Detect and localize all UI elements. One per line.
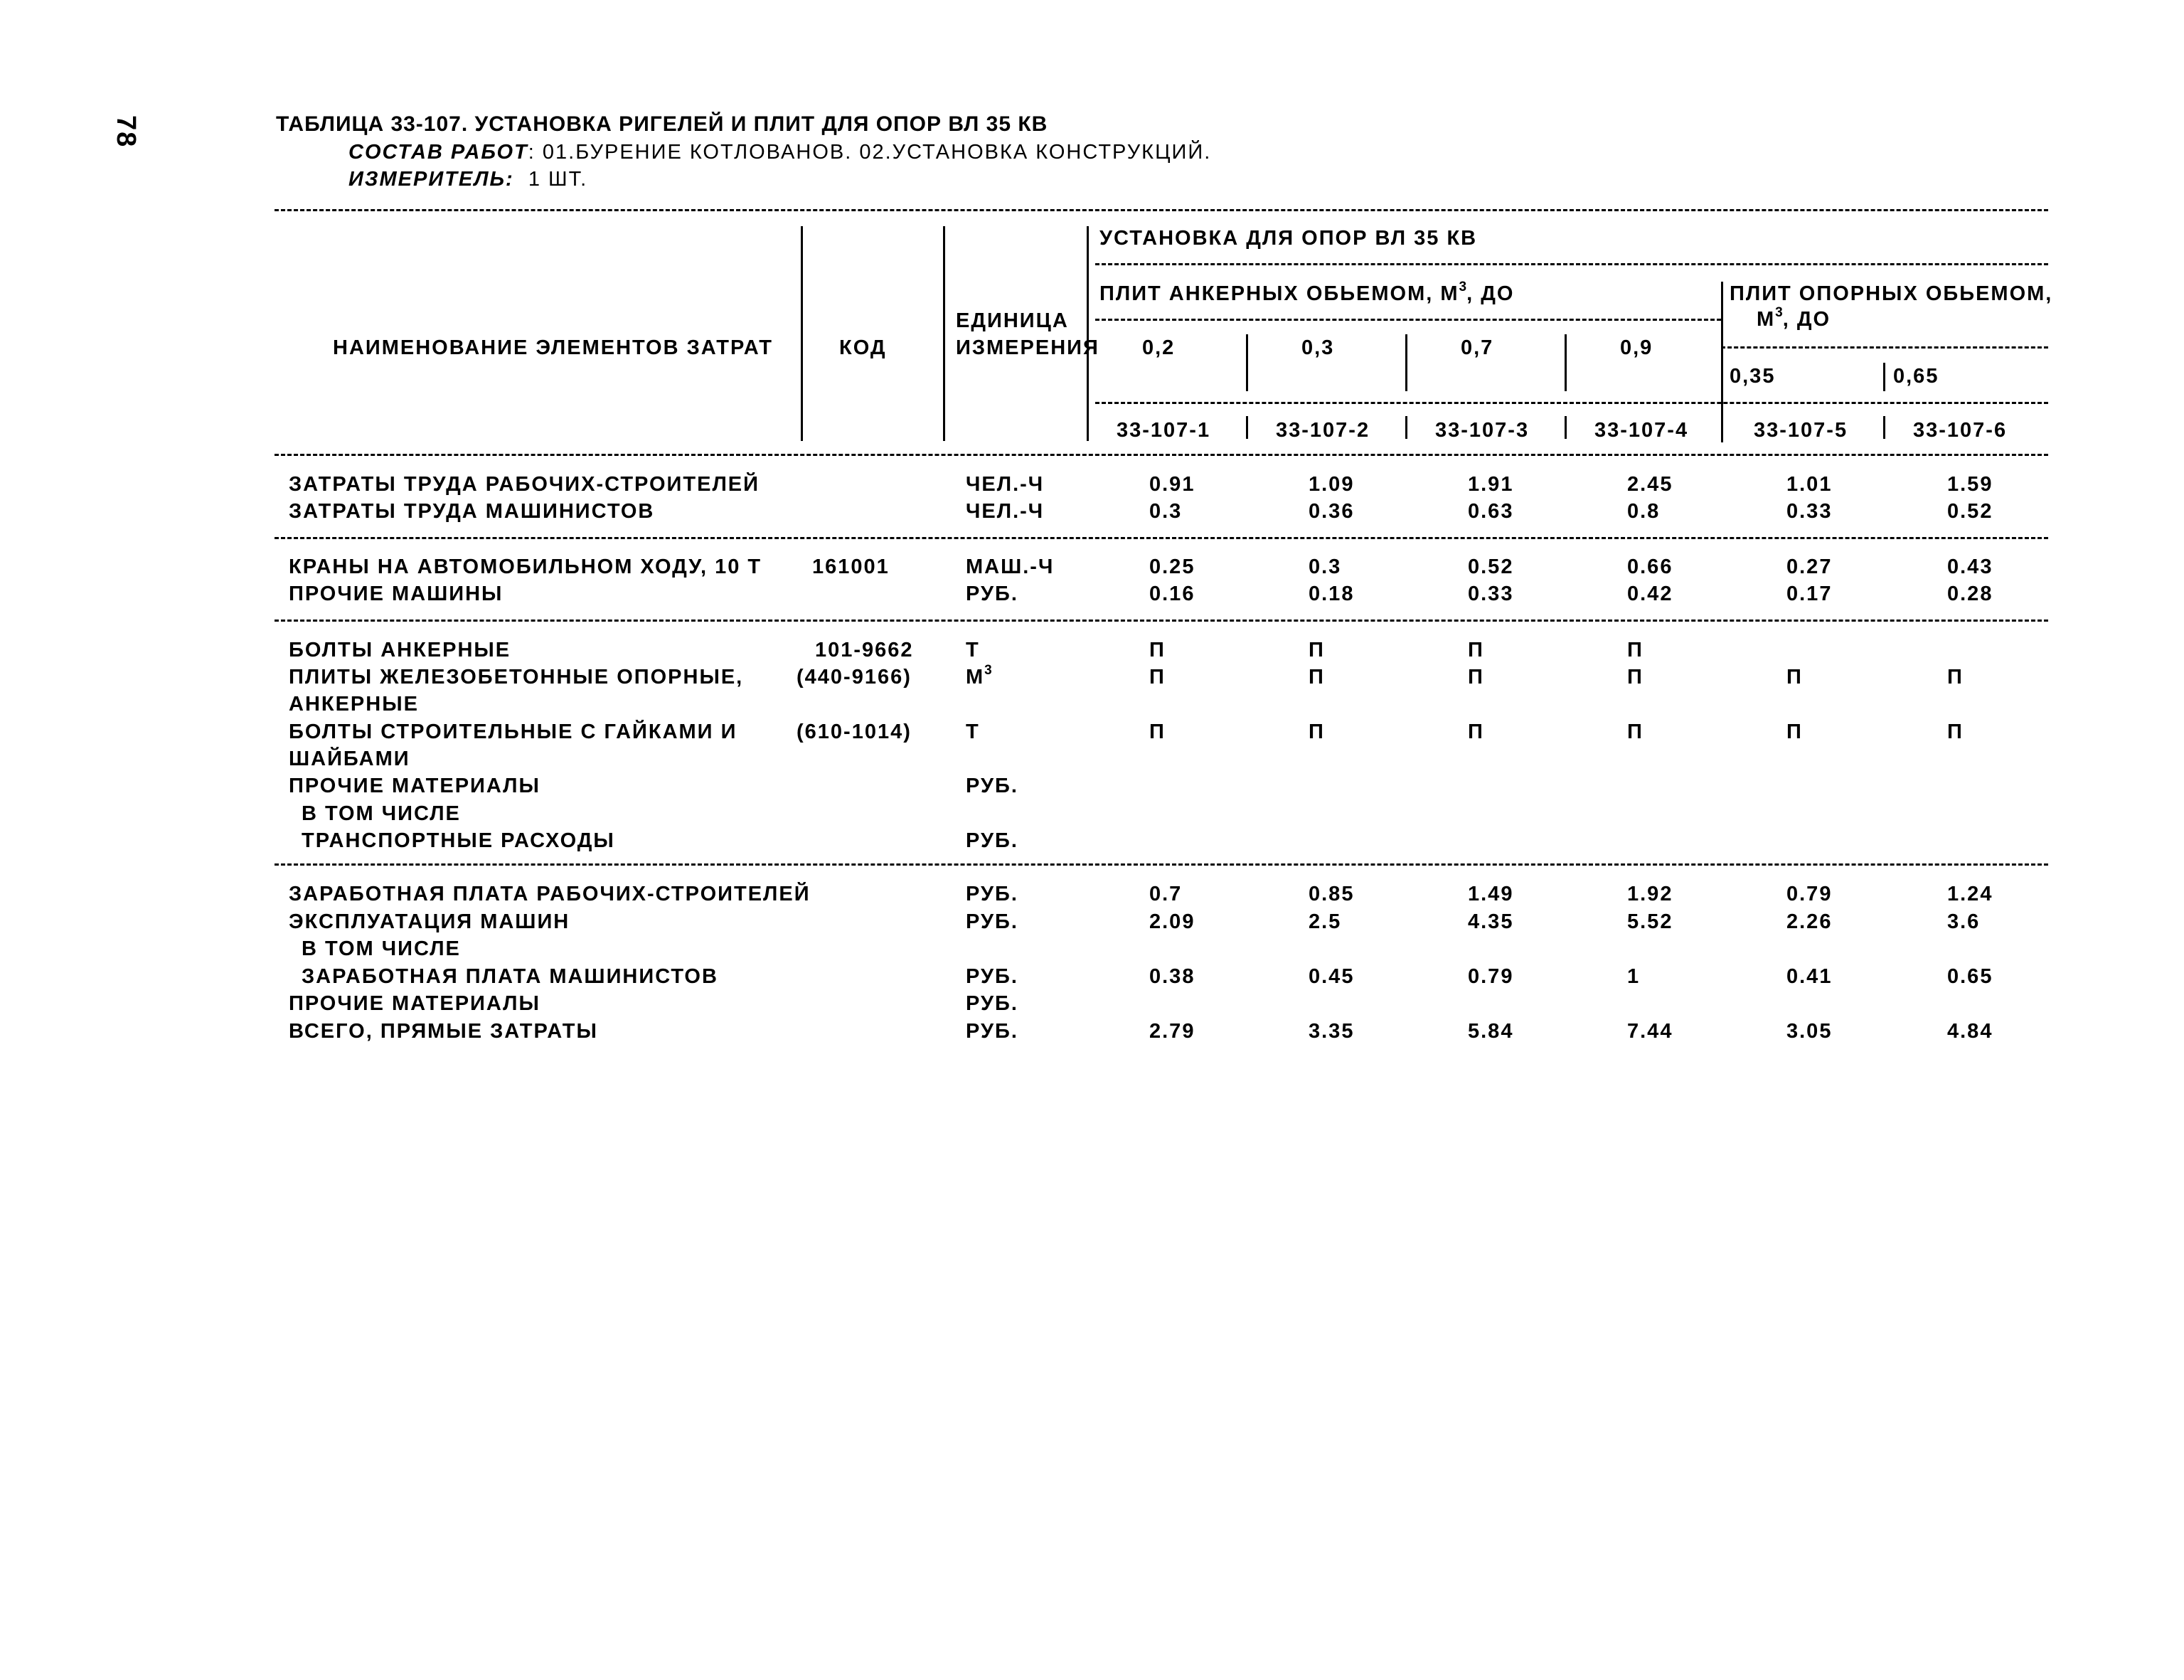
row-value-2: 3.35	[1309, 1020, 1355, 1043]
row-unit-text: ЧЕЛ.-Ч	[966, 500, 1045, 523]
rule-header-end	[275, 454, 2048, 456]
row-unit-text: Т	[966, 639, 980, 661]
row-value-2: П	[1309, 639, 1325, 661]
row-unit-text: РУБ.	[966, 992, 1018, 1015]
volume-5: 0,35	[1730, 365, 1776, 388]
row-value-1: 0.91	[1149, 473, 1195, 496]
row-unit	[966, 829, 1018, 853]
row-value-4: 1	[1627, 965, 1641, 988]
row-value-6: 3.6	[1947, 910, 1981, 933]
row-unit-text: РУБ.	[966, 910, 1018, 933]
row-unit-text: Т	[966, 721, 980, 743]
row-unit	[966, 910, 1018, 934]
row-name: ЗАРАБОТНАЯ ПЛАТА МАШИНИСТОВ	[302, 965, 718, 988]
row-value-3: 1.91	[1468, 473, 1514, 496]
row-name-cont: ШАЙБАМИ	[289, 748, 410, 770]
row-unit-text: РУБ.	[966, 883, 1018, 905]
row-value-5: П	[1786, 721, 1803, 743]
row-value-2: 0.3	[1309, 555, 1342, 578]
row-value-6: 0.28	[1947, 583, 1993, 605]
row-name: ВСЕГО, ПРЯМЫЕ ЗАТРАТЫ	[289, 1020, 598, 1043]
row-name: БОЛТЫ СТРОИТЕЛЬНЫЕ С ГАЙКАМИ И	[289, 721, 737, 743]
row-code: 161001	[812, 555, 890, 578]
row-value-5: 0.33	[1786, 500, 1833, 523]
composition-text: : 01.БУРЕНИЕ КОТЛОВАНОВ. 02.УСТАНОВКА КОНСТРУКЦИЙ.	[528, 141, 1212, 164]
row-code: (440-9166)	[797, 666, 912, 689]
row-value-1: 0.25	[1149, 555, 1195, 578]
row-value-3: 0.33	[1468, 583, 1514, 605]
row-value-1: 2.09	[1149, 910, 1195, 933]
row-value-1: 0.16	[1149, 583, 1195, 605]
row-unit-sup: 3	[984, 663, 992, 678]
row-value-6: 0.65	[1947, 965, 1993, 988]
row-unit	[966, 555, 1054, 579]
vbar-v4	[1721, 282, 1723, 442]
row-name-cont: АНКЕРНЫЕ	[289, 693, 419, 716]
row-value-3: 5.84	[1468, 1020, 1514, 1043]
vbar-c5	[1883, 416, 1885, 439]
vbar-v5	[1883, 363, 1885, 391]
row-value-4: 1.92	[1627, 883, 1673, 905]
row-value-4: 5.52	[1627, 910, 1673, 933]
row-name: ЗАТРАТЫ ТРУДА МАШИНИСТОВ	[289, 500, 655, 523]
row-unit-text: РУБ.	[966, 829, 1018, 852]
row-value-2: 0.85	[1309, 883, 1355, 905]
row-name: ПРОЧИЕ МАТЕРИАЛЫ	[289, 992, 540, 1015]
row-name: БОЛТЫ АНКЕРНЫЕ	[289, 639, 511, 661]
row-name: ЗАТРАТЫ ТРУДА РАБОЧИХ-СТРОИТЕЛЕЙ	[289, 473, 760, 496]
row-unit-text: ЧЕЛ.-Ч	[966, 473, 1045, 496]
vbar-code	[943, 226, 945, 441]
anchor-group-text: ПЛИТ АНКЕРНЫХ ОБЬЕМОМ, М	[1099, 282, 1459, 305]
row-value-5: 1.01	[1786, 473, 1833, 496]
row-value-3: 1.49	[1468, 883, 1514, 905]
row-value-4: П	[1627, 666, 1644, 689]
vbar-c1	[1246, 416, 1248, 439]
vbar-c2	[1405, 416, 1407, 439]
rule-sec1	[275, 537, 2048, 539]
row-value-5: 3.05	[1786, 1020, 1833, 1043]
row-name: В ТОМ ЧИСЛЕ	[302, 802, 461, 825]
row-value-3: 0.79	[1468, 965, 1514, 988]
row-value-4: 7.44	[1627, 1020, 1673, 1043]
row-value-6: 4.84	[1947, 1020, 1993, 1043]
row-name: ПЛИТЫ ЖЕЛЕЗОБЕТОННЫЕ ОПОРНЫЕ,	[289, 666, 744, 689]
rule-group	[1095, 263, 2048, 265]
row-value-5: 0.27	[1786, 555, 1833, 578]
header-unit-2: ИЗМЕРЕНИЯ	[956, 336, 1099, 359]
row-unit	[966, 638, 980, 662]
table-title: ТАБЛИЦА 33-107. УСТАНОВКА РИГЕЛЕЙ И ПЛИТ ДЛЯ ОПОР ВЛ 35 КВ	[276, 112, 1048, 136]
row-unit	[966, 499, 1044, 523]
row-value-1: 0.3	[1149, 500, 1183, 523]
row-name: В ТОМ ЧИСЛЕ	[302, 937, 461, 960]
header-name: НАИМЕНОВАНИЕ ЭЛЕМЕНТОВ ЗАТРАТ	[333, 336, 773, 359]
rate-code-5: 33-107-5	[1754, 419, 1848, 442]
row-code: (610-1014)	[797, 721, 912, 743]
vbar-v2	[1405, 334, 1407, 391]
row-value-6: 1.24	[1947, 883, 1993, 905]
rule-sec2	[275, 620, 2048, 622]
rate-code-4: 33-107-4	[1594, 419, 1689, 442]
header-anchor-group	[1099, 282, 1514, 309]
measure-value: 1 ШТ.	[528, 168, 588, 191]
anchor-group-end: , ДО	[1466, 282, 1515, 305]
vbar-c3	[1565, 416, 1567, 439]
volume-1: 0,2	[1142, 336, 1176, 359]
row-unit	[966, 964, 1018, 989]
row-value-3: П	[1468, 639, 1484, 661]
row-value-5: 0.17	[1786, 583, 1833, 605]
composition-line	[348, 140, 1211, 164]
row-unit	[966, 991, 1018, 1016]
row-name: КРАНЫ НА АВТОМОБИЛЬНОМ ХОДУ, 10 Т	[289, 555, 762, 578]
anchor-group-sup: 3	[1459, 280, 1467, 294]
row-name: ЗАРАБОТНАЯ ПЛАТА РАБОЧИХ-СТРОИТЕЛЕЙ	[289, 883, 811, 905]
row-unit	[966, 1019, 1018, 1043]
support-group-end: , ДО	[1782, 308, 1831, 331]
header-group: УСТАНОВКА ДЛЯ ОПОР ВЛ 35 КВ	[1099, 227, 1478, 250]
row-value-4: 0.8	[1627, 500, 1661, 523]
row-value-6: 0.43	[1947, 555, 1993, 578]
row-name: ПРОЧИЕ МАШИНЫ	[289, 583, 504, 605]
row-unit	[966, 665, 992, 692]
row-value-6: 0.52	[1947, 500, 1993, 523]
row-unit-text: РУБ.	[966, 1020, 1018, 1043]
measure-label: ИЗМЕРИТЕЛЬ:	[348, 168, 514, 191]
rate-code-6: 33-107-6	[1913, 419, 2008, 442]
header-code: КОД	[839, 336, 887, 359]
volume-3: 0,7	[1461, 336, 1494, 359]
row-value-4: 0.42	[1627, 583, 1673, 605]
row-value-1: П	[1149, 666, 1166, 689]
header-support-group-1: ПЛИТ ОПОРНЫХ ОБЬЕМОМ,	[1730, 282, 2053, 305]
row-value-5: 2.26	[1786, 910, 1833, 933]
row-value-6: 1.59	[1947, 473, 1993, 496]
row-value-6: П	[1947, 721, 1964, 743]
row-value-3: П	[1468, 666, 1484, 689]
rate-code-3: 33-107-3	[1435, 419, 1530, 442]
row-value-2: П	[1309, 721, 1325, 743]
row-value-5: 0.79	[1786, 883, 1833, 905]
page-number: 78	[111, 115, 141, 149]
row-value-2: 0.36	[1309, 500, 1355, 523]
row-unit	[966, 774, 1018, 798]
row-unit-text: РУБ.	[966, 965, 1018, 988]
row-name: ЭКСПЛУАТАЦИЯ МАШИН	[289, 910, 570, 933]
row-unit	[966, 472, 1044, 496]
row-value-2: П	[1309, 666, 1325, 689]
row-name: ПРОЧИЕ МАТЕРИАЛЫ	[289, 775, 540, 797]
row-value-1: П	[1149, 721, 1166, 743]
header-support-group-2	[1757, 307, 1831, 334]
rule-sec3	[275, 863, 2048, 866]
row-value-2: 2.5	[1309, 910, 1342, 933]
row-value-4: 2.45	[1627, 473, 1673, 496]
row-code: 101-9662	[815, 639, 914, 661]
row-value-3: 0.52	[1468, 555, 1514, 578]
vbar-v1	[1246, 334, 1248, 391]
rule-top	[275, 209, 2048, 211]
rule-codes	[1095, 402, 2048, 404]
vbar-v3	[1565, 334, 1567, 391]
row-value-5: П	[1786, 666, 1803, 689]
row-value-2: 0.45	[1309, 965, 1355, 988]
row-value-5: 0.41	[1786, 965, 1833, 988]
row-value-4: 0.66	[1627, 555, 1673, 578]
row-value-1: П	[1149, 639, 1166, 661]
rate-code-2: 33-107-2	[1276, 419, 1370, 442]
row-value-3: П	[1468, 721, 1484, 743]
row-value-4: П	[1627, 639, 1644, 661]
support-group-sup: 3	[1775, 305, 1783, 320]
vbar-name	[801, 226, 803, 441]
rule-anchor	[1095, 319, 1721, 321]
row-unit-text: РУБ.	[966, 775, 1018, 797]
support-group-text: М	[1757, 308, 1776, 331]
composition-label: СОСТАВ РАБОТ	[348, 141, 528, 164]
volume-4: 0,9	[1620, 336, 1653, 359]
row-unit-text: М	[966, 666, 985, 689]
row-name: ТРАНСПОРТНЫЕ РАСХОДЫ	[302, 829, 615, 852]
row-value-4: П	[1627, 721, 1644, 743]
row-unit-text: РУБ.	[966, 583, 1018, 605]
row-value-1: 0.38	[1149, 965, 1195, 988]
row-unit	[966, 582, 1018, 606]
header-unit-1: ЕДИНИЦА	[956, 309, 1069, 332]
rule-support	[1721, 346, 2048, 349]
rate-code-1: 33-107-1	[1117, 419, 1211, 442]
volume-6: 0,65	[1893, 365, 1939, 388]
volume-2: 0,3	[1301, 336, 1335, 359]
row-unit	[966, 882, 1018, 906]
measure-line	[348, 167, 587, 191]
row-value-2: 0.18	[1309, 583, 1355, 605]
row-value-1: 2.79	[1149, 1020, 1195, 1043]
row-value-3: 0.63	[1468, 500, 1514, 523]
vbar-unit	[1087, 226, 1089, 441]
row-value-2: 1.09	[1309, 473, 1355, 496]
row-value-6: П	[1947, 666, 1964, 689]
row-value-1: 0.7	[1149, 883, 1183, 905]
row-unit	[966, 720, 980, 744]
row-unit-text: МАШ.-Ч	[966, 555, 1055, 578]
row-value-3: 4.35	[1468, 910, 1514, 933]
